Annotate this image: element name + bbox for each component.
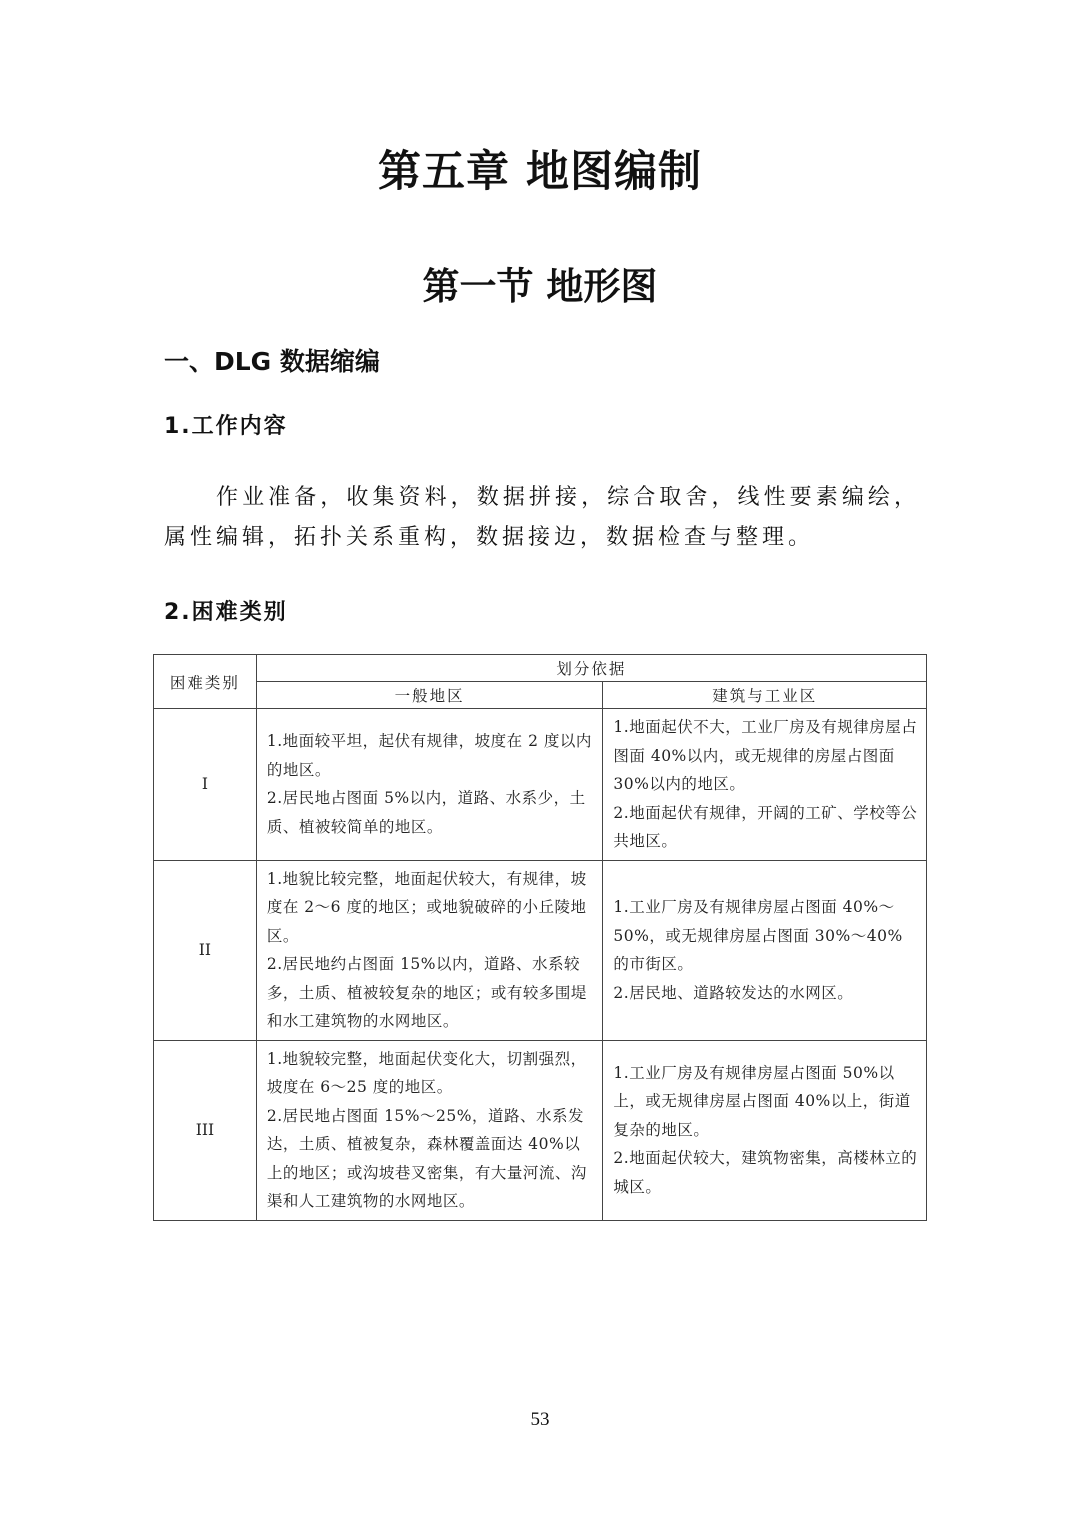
cell-line: 1.工业厂房及有规律房屋占图面 50%以上，或无规律房屋占图面 40%以上，街道复杂的地区。 <box>613 1063 911 1139</box>
cell-line: 1.地面较平坦，起伏有规律，坡度在 2 度以内的地区。 <box>266 732 592 779</box>
cell-line: 2.地面起伏较大，建筑物密集，高楼林立的城区。 <box>613 1149 918 1196</box>
cell-line: 2.居民地占图面 15%～25%，道路、水系发达，土质、植被复杂，森林覆盖面达 40%以上的地区；或沟坡巷叉密集，有大量河流、沟渠和人工建筑物的水网地区。 <box>266 1106 587 1210</box>
cell-line: 1.工业厂房及有规律房屋占图面 40%～50%，或无规律房屋占图面 30%～40%的市街区。 <box>613 898 903 973</box>
cell-line: 2.居民地约占图面 15%以内，道路、水系较多，土质、植被较复杂的地区；或有较多围堤和水工建筑物的水网地区。 <box>266 955 587 1030</box>
section-title: 第一节 地形图 <box>422 265 658 308</box>
table-row <box>154 709 927 861</box>
industrial-area-cell <box>603 860 927 1040</box>
general-area-cell <box>256 709 603 861</box>
table-subheader-row <box>154 682 927 709</box>
heading-difficulty-category: 2.困难类别 <box>164 600 288 625</box>
work-content-paragraph: 作业准备，收集资料，数据拼接，综合取舍，线性要素编绘，属性编辑，拓扑关系重构，数据接边，数据检查与整理。 <box>164 485 920 550</box>
header-category: 困难类别 <box>154 655 257 709</box>
heading-work-content: 1.工作内容 <box>164 414 288 439</box>
cell-line: 2.居民地占图面 5%以内，道路、水系少，土质、植被较简单的地区。 <box>266 789 586 836</box>
cell-line: 2.居民地、道路较发达的水网区。 <box>613 983 854 1002</box>
page-number: 53 <box>530 1409 550 1430</box>
header-basis: 划分依据 <box>256 655 926 682</box>
row-category: III <box>154 1040 257 1220</box>
row-category: II <box>154 860 257 1040</box>
cell-line: 1.地貌较完整，地面起伏变化大，切割强烈，坡度在 6～25 度的地区。 <box>266 1049 587 1096</box>
chapter-title: 第五章 地图编制 <box>378 147 702 197</box>
table-row <box>154 860 927 1040</box>
cell-line: 1.地貌比较完整，地面起伏较大，有规律，坡度在 2～6 度的地区；或地貌破碎的小丘陵地区。 <box>266 869 587 945</box>
heading-dlg-compilation: 一、DLG 数据缩编 <box>164 347 380 376</box>
general-area-cell <box>256 1040 603 1220</box>
cell-line: 2.地面起伏有规律，开阔的工矿、学校等公共地区。 <box>613 803 918 850</box>
table-header-row <box>154 655 927 682</box>
row-category: I <box>154 709 257 861</box>
industrial-area-cell <box>603 709 927 861</box>
header-industrial-area: 建筑与工业区 <box>603 682 927 709</box>
general-area-cell <box>256 860 603 1040</box>
table-row <box>154 1040 927 1220</box>
cell-line: 1.地面起伏不大，工业厂房及有规律房屋占图面 40%以内，或无规律的房屋占图面 30%以内的地区。 <box>613 718 918 793</box>
difficulty-table <box>153 654 927 1221</box>
header-general-area: 一般地区 <box>256 682 603 709</box>
industrial-area-cell <box>603 1040 927 1220</box>
